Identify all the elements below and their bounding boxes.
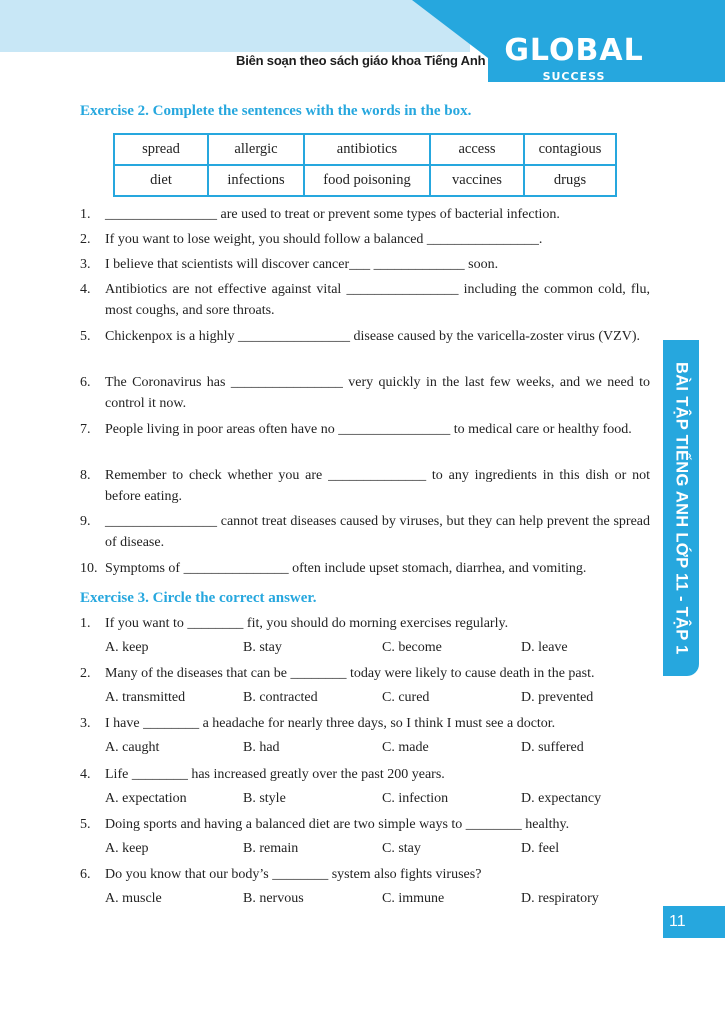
option-a[interactable]: A. caught xyxy=(105,740,160,755)
option-b[interactable]: B. had xyxy=(243,740,280,755)
option-a[interactable]: A. keep xyxy=(105,841,149,856)
exercise-3-title: Exercise 3. Circle the correct answer. xyxy=(80,590,317,606)
item-text: Antibiotics are not effective against vital ________________ including the common cold, flu, most coughs, and sore throats. xyxy=(105,282,650,318)
option-b[interactable]: B. nervous xyxy=(243,891,304,906)
question-number: 1. xyxy=(80,616,91,631)
question-number: 6. xyxy=(80,867,91,882)
exercise-2-title: Exercise 2. Complete the sentences with the words in the box. xyxy=(80,103,472,119)
question-number: 4. xyxy=(80,767,91,782)
item-text: ________________ are used to treat or prevent some types of bacterial infection. xyxy=(105,207,560,222)
option-b[interactable]: B. remain xyxy=(243,841,299,856)
item-number: 4. xyxy=(80,282,91,297)
question-text: If you want to ________ fit, you should do morning exercises regularly. xyxy=(105,616,509,631)
word-box-cell: diet xyxy=(114,165,208,196)
option-d[interactable]: D. prevented xyxy=(521,690,594,705)
item-number: 9. xyxy=(80,514,91,529)
item-number: 6. xyxy=(80,375,91,390)
option-d[interactable]: D. feel xyxy=(521,841,560,856)
word-box-cell: vaccines xyxy=(430,165,524,196)
option-a[interactable]: A. expectation xyxy=(105,791,187,806)
item-text: Symptoms of _______________ often include upset stomach, diarrhea, and vomiting. xyxy=(105,561,587,576)
item-number: 5. xyxy=(80,329,91,344)
option-a[interactable]: A. muscle xyxy=(105,891,162,906)
item-number: 10. xyxy=(80,561,98,576)
word-box xyxy=(113,133,617,197)
item-text: Remember to check whether you are ______________ to any ingredients in this dish or not before eating. xyxy=(105,468,650,504)
item-number: 2. xyxy=(80,232,91,247)
word-box-cell: drugs xyxy=(524,165,616,196)
option-d[interactable]: D. leave xyxy=(521,640,568,655)
option-a[interactable]: A. transmitted xyxy=(105,690,186,705)
item-number: 1. xyxy=(80,207,91,222)
word-box-cell: food poisoning xyxy=(304,165,430,196)
word-box-cell: access xyxy=(430,134,524,165)
word-box-cell: spread xyxy=(114,134,208,165)
question-text: Life ________ has increased greatly over the past 200 years. xyxy=(105,767,445,782)
word-box-cell: allergic xyxy=(208,134,304,165)
item-text: Chickenpox is a highly ________________ disease caused by the varicella-zoster virus (VZV). xyxy=(105,329,640,344)
question-text: Do you know that our body’s ________ system also fights viruses? xyxy=(105,867,482,882)
option-a[interactable]: A. keep xyxy=(105,640,149,655)
item-text: The Coronavirus has ________________ very quickly in the last few weeks, and we need to control it now. xyxy=(105,375,650,411)
option-c[interactable]: C. cured xyxy=(382,690,430,705)
option-c[interactable]: C. made xyxy=(382,740,429,755)
option-d[interactable]: D. expectancy xyxy=(521,791,602,806)
word-box-cell: infections xyxy=(208,165,304,196)
item-text: ________________ cannot treat diseases caused by viruses, but they can help prevent the spread of disease. xyxy=(105,514,650,550)
item-number: 8. xyxy=(80,468,91,483)
page-number: 11 xyxy=(663,906,725,938)
word-box-cell: contagious xyxy=(524,134,616,165)
question-text: Doing sports and having a balanced diet are two simple ways to ________ healthy. xyxy=(105,817,570,832)
question-number: 2. xyxy=(80,666,91,681)
option-c[interactable]: C. become xyxy=(382,640,442,655)
brand-logo-sub: SUCCESS xyxy=(542,70,606,83)
question-number: 5. xyxy=(80,817,91,832)
word-box-cell: antibiotics xyxy=(304,134,430,165)
option-d[interactable]: D. suffered xyxy=(521,740,584,755)
option-b[interactable]: B. style xyxy=(243,791,286,806)
item-number: 3. xyxy=(80,257,91,272)
header-subtitle: Biên soạn theo sách giáo khoa Tiếng Anh xyxy=(236,53,486,68)
option-b[interactable]: B. stay xyxy=(243,640,282,655)
side-tab-label: BÀI TẬP TIẾNG ANH LỚP 11 - TẬP 1 xyxy=(672,361,691,655)
item-text: If you want to lose weight, you should follow a balanced ________________. xyxy=(105,232,543,247)
question-number: 3. xyxy=(80,716,91,731)
option-d[interactable]: D. respiratory xyxy=(521,891,599,906)
question-text: Many of the diseases that can be ________ today were likely to cause death in the past. xyxy=(105,666,595,681)
brand-logo: GLOBAL xyxy=(504,33,644,68)
item-text: People living in poor areas often have no ________________ to medical care or healthy food. xyxy=(105,422,632,437)
question-text: I have ________ a headache for nearly three days, so I think I must see a doctor. xyxy=(105,716,556,731)
option-b[interactable]: B. contracted xyxy=(243,690,318,705)
option-c[interactable]: C. immune xyxy=(382,891,445,906)
item-text: I believe that scientists will discover cancer___ _____________ soon. xyxy=(105,257,499,272)
option-c[interactable]: C. stay xyxy=(382,841,421,856)
option-c[interactable]: C. infection xyxy=(382,791,449,806)
item-number: 7. xyxy=(80,422,91,437)
